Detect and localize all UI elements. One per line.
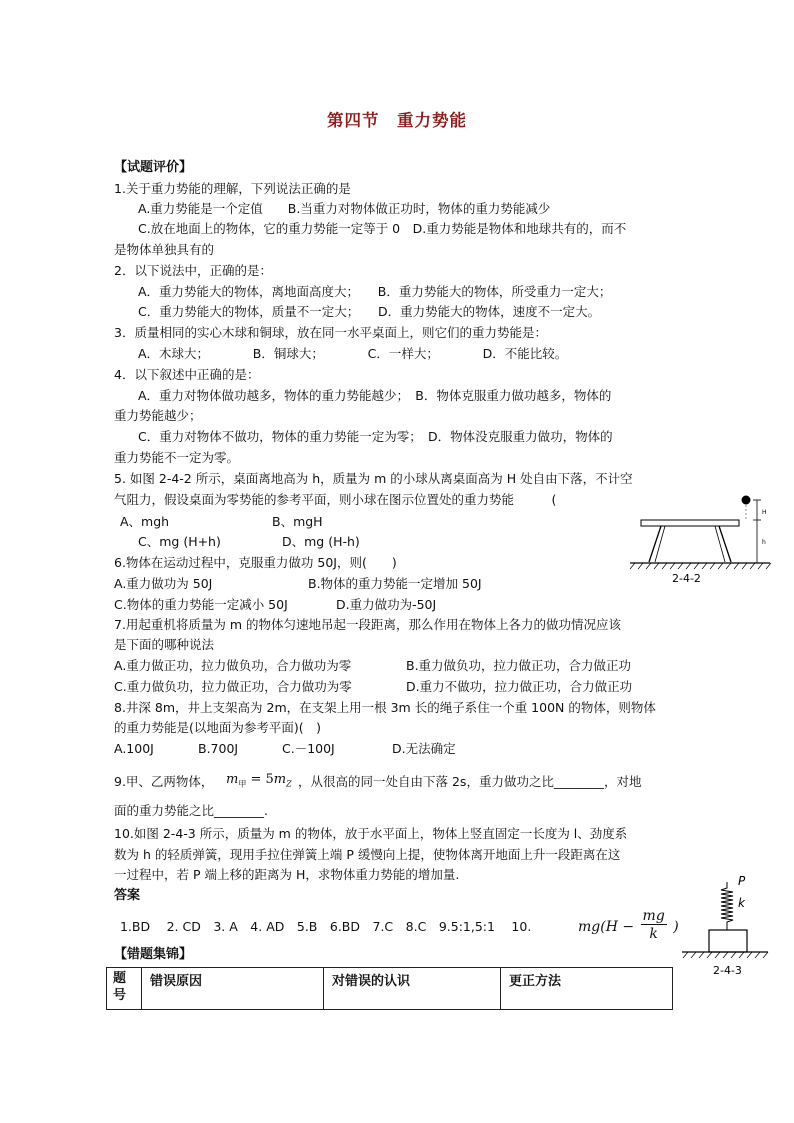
question-10: 10.如图 2-4-3 所示，质量为 m 的物体，放于水平面上，物体上竖直固定一长度为 l、劲度系 (114, 826, 628, 841)
question-4: 4．以下叙述中正确的是： (114, 367, 260, 382)
figure-2-4-3 (680, 870, 770, 985)
ball-icon (742, 496, 751, 505)
table-top (641, 520, 739, 526)
question-8: 8.井深 8m，井上支架高为 2m，在支架上用一根 3m 长的绳子系住一个重 100N 的物体，则物体 (114, 700, 656, 715)
block (709, 930, 747, 952)
question-9-rest: ，从很高的同一处自由下落 2s，重力做功之比________，对地 (298, 774, 642, 789)
q5-option-b: B、mgH (272, 514, 323, 529)
error-table (106, 967, 673, 1010)
section-heading-evaluation: 【试题评价】 (114, 160, 193, 175)
question-7: 7.用起重机将质量为 m 的物体匀速地吊起一段距离，那么作用在物体上各力的做功情况应该 (114, 617, 622, 632)
question-9-cont: 面的重力势能之比________. (114, 803, 268, 818)
answer-list: 1.BD 2. CD 3. A 4. AD 5.B 6.BD 7.C 8.C 9.5:1,5:1 10. (120, 919, 532, 934)
q6-option-c: C.物体的重力势能一定减小 50J (114, 597, 288, 612)
q4-options-ab: A．重力对物体做功越多，物体的重力势能越少； B．物体克服重力做功越多，物体的 (138, 388, 612, 403)
q3-options: A．木球大； B．铜球大； C．一样大； D．不能比较。 (138, 346, 568, 361)
col-header-number: 题号 (107, 968, 142, 1010)
q5-option-d: D、mg (H-h) (282, 534, 360, 549)
page-title: 第四节 重力势能 (327, 111, 467, 130)
label-h: h (762, 539, 766, 546)
q4-options-cd: C．重力对物体不做功，物体的重力势能一定为零； D．物体没克服重力做功，物体的 (138, 429, 613, 444)
q4-options-ab-cont: 重力势能越少； (114, 408, 202, 423)
q7-option-c: C.重力做负功，拉力做正功，合力做功为零 (114, 679, 352, 694)
q8-option-d: D.无法确定 (392, 741, 456, 756)
q5-option-c: C、mg (H+h) (138, 534, 221, 549)
figure-2-4-2 (625, 490, 775, 590)
question-6: 6.物体在运动过程中，克服重力做功 50J，则( ) (114, 555, 397, 570)
answer-10-formula: mg(H − $\frac{mg}{k}$ ) (578, 908, 679, 942)
section-heading-errors: 【错题集锦】 (114, 947, 193, 962)
figure-caption-2-4-3: 2-4-3 (713, 964, 742, 977)
question-7-cont: 是下面的哪种说法 (114, 637, 215, 652)
spring-icon (721, 882, 733, 930)
q8-option-b: B.700J (198, 741, 239, 756)
q8-option-a: A.100J (114, 741, 154, 756)
q6-option-a: A.重力做功为 50J (114, 576, 213, 591)
question-1: 1.关于重力势能的理解，下列说法正确的是 (114, 181, 351, 196)
question-5: 5. 如图 2-4-2 所示，桌面离地高为 h，质量为 m 的小球从离桌面高为 H 处自由下落，不计空 (114, 471, 633, 486)
q8-option-c: C.－100J (282, 741, 335, 756)
question-3: 3．质量相同的实心木球和铜球，放在同一水平桌面上，则它们的重力势能是： (114, 325, 547, 340)
col-header-reason: 错误原因 (142, 968, 324, 1010)
q6-option-d: D.重力做功为-50J (336, 597, 437, 612)
q7-option-d: D.重力不做功，拉力做正功，合力做正功 (406, 679, 633, 694)
q7-option-b: B.重力做负功，拉力做正功，合力做正功 (406, 658, 632, 673)
question-10-cont: 数为 h 的轻质弹簧，现用手拉住弹簧上端 P 缓慢向上提，使物体离开地面上升一段距离在这 (114, 847, 621, 862)
figure-caption-2-4-2: 2-4-2 (672, 572, 701, 585)
q2-options-cd: C．重力势能大的物体，质量不一定大； D．重力势能大的物体，速度不一定大。 (138, 304, 601, 319)
table-header-row (107, 968, 673, 1010)
question-10-cont2: 一过程中，若 P 端上移的距离为 H，求物体重力势能的增加量. (114, 867, 460, 882)
col-header-correction: 更正方法 (501, 968, 673, 1010)
label-P: P (738, 874, 746, 888)
col-header-understanding: 对错误的认识 (324, 968, 501, 1010)
q1-options-cd: C.放在地面上的物体，它的重力势能一定等于 0 D.重力势能是物体和地球共有的，而不 (138, 221, 627, 236)
label-k: k (738, 896, 745, 910)
q5-option-a: A、mgh (120, 514, 170, 529)
q2-options-ab: A．重力势能大的物体，离地面高度大； B．重力势能大的物体，所受重力一定大； (138, 284, 612, 299)
question-8-cont: 的重力势能是(以地面为参考平面)( ) (114, 720, 322, 735)
answer-heading: 答案 (114, 888, 141, 903)
q7-option-a: A.重力做正功，拉力做负功，合力做功为零 (114, 658, 352, 673)
question-2: 2．以下说法中，正确的是： (114, 263, 272, 278)
q6-option-b: B.物体的重力势能一定增加 50J (308, 576, 482, 591)
question-5-cont: 气阻力，假设桌面为零势能的参考平面，则小球在图示位置处的重力势能 ( (114, 492, 557, 507)
q9-formula: $m_甲 = 5m_Z$ (226, 772, 292, 789)
q1-options-cont: 是物体单独具有的 (114, 242, 215, 257)
q4-options-cd-cont: 重力势能不一定为零。 (114, 450, 240, 465)
q1-options-ab: A.重力势能是一个定值 B.当重力对物体做正功时，物体的重力势能减少 (138, 201, 551, 216)
label-H: H (762, 509, 767, 516)
question-9-start: 9.甲、乙两物体， (114, 774, 214, 789)
